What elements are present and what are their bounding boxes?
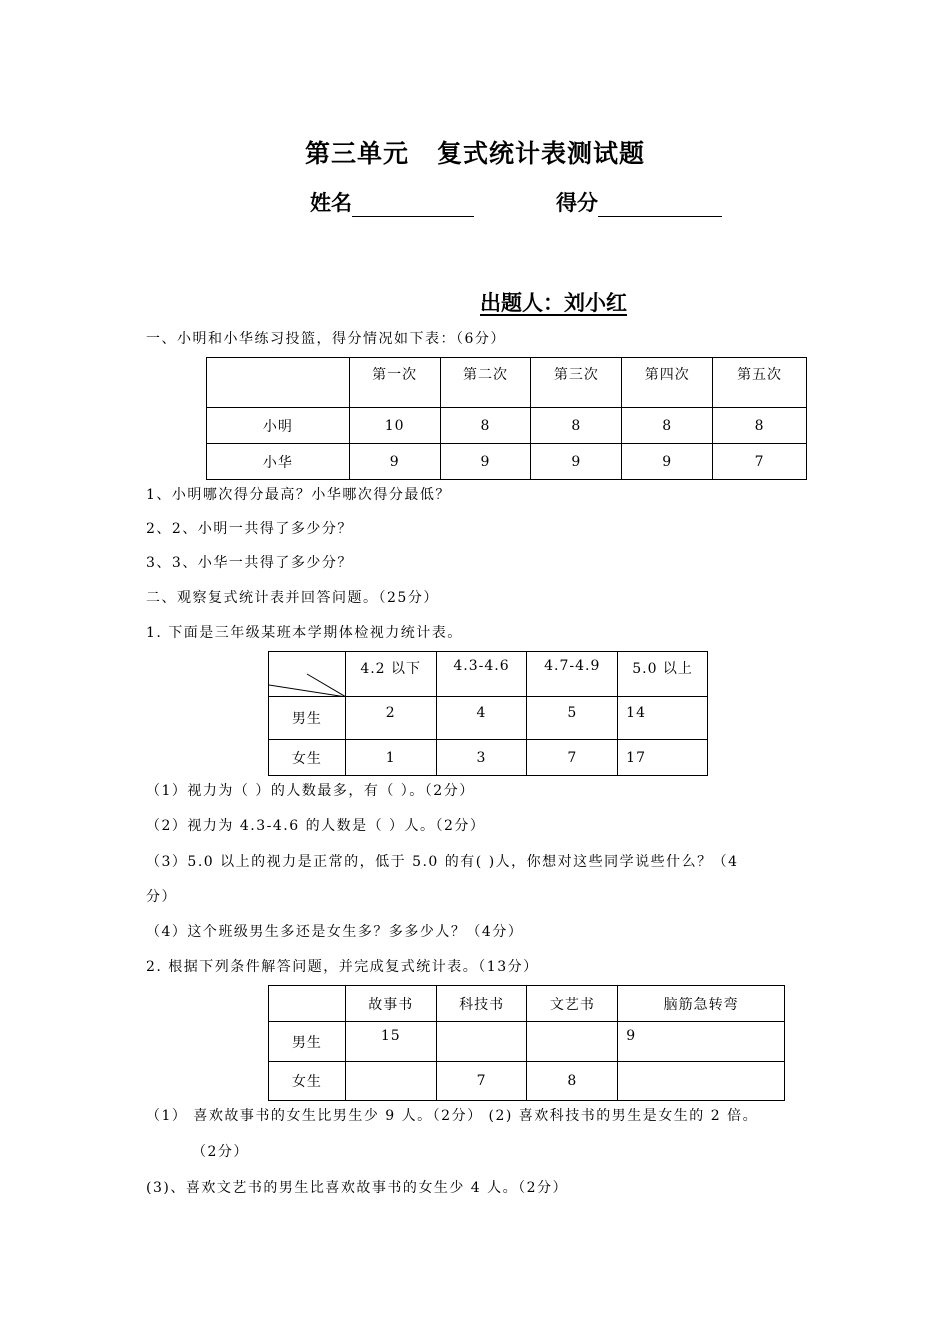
- table-cell: 8: [440, 408, 531, 444]
- basketball-score-table: [206, 357, 807, 480]
- table-header-cell: [207, 358, 350, 408]
- table-cell-blank[interactable]: [436, 1022, 527, 1062]
- table-cell: 14: [618, 697, 708, 740]
- table-cell-blank[interactable]: [345, 1062, 436, 1101]
- table-cell[interactable]: 15: [345, 1022, 436, 1062]
- table-header-cell: 故事书: [345, 986, 436, 1022]
- title-subject: 复式统计表测试题: [437, 139, 646, 168]
- table-cell: 4: [436, 697, 527, 740]
- table-cell: 8: [622, 408, 713, 444]
- table-cell: 8: [531, 408, 622, 444]
- table-cell: 3: [436, 740, 527, 776]
- table-cell: 9: [349, 444, 440, 480]
- table-header-cell: 4.7-4.9: [527, 652, 618, 697]
- question-2: 2、2、小明一共得了多少分？: [146, 521, 353, 537]
- q1-part-3-continued: 分）: [146, 889, 177, 905]
- row-label: 小明: [207, 408, 350, 444]
- table-cell: 8: [713, 408, 807, 444]
- table-cell: 9: [622, 444, 713, 480]
- table-cell: 1: [345, 740, 436, 776]
- score-label: 得分: [556, 190, 598, 215]
- name-field[interactable]: [310, 187, 474, 217]
- vision-table: [268, 651, 708, 776]
- table-cell: 2: [345, 697, 436, 740]
- table-cell: 5: [527, 697, 618, 740]
- table-cell: 10: [349, 408, 440, 444]
- table-header-cell: 5.0 以上: [618, 652, 708, 697]
- table-row: [207, 408, 807, 444]
- table-cell: 9: [531, 444, 622, 480]
- q1-part-2: （2）视力为 4.3-4.6 的人数是（ ）人。（2分）: [146, 818, 486, 834]
- table-row: [269, 1022, 785, 1062]
- diagonal-header-cell: [269, 652, 346, 697]
- table-header-cell: [269, 986, 346, 1022]
- table-row: [207, 444, 807, 480]
- row-label: 女生: [269, 740, 346, 776]
- q1-intro: 1. 下面是三年级某班本学期体检视力统计表。: [146, 625, 463, 641]
- table-row: [269, 740, 708, 776]
- row-label: 小华: [207, 444, 350, 480]
- author: 出题人：刘小红: [480, 290, 627, 315]
- table-header-cell: 文艺书: [527, 986, 618, 1022]
- row-label: 女生: [269, 1062, 346, 1101]
- table-cell-blank[interactable]: [618, 1062, 785, 1101]
- table-header-cell: 4.3-4.6: [436, 652, 527, 697]
- question-1: 1、小明哪次得分最高？小华哪次得分最低？: [146, 487, 451, 503]
- table-row: [269, 1062, 785, 1101]
- question-3: 3、3、小华一共得了多少分？: [146, 555, 353, 571]
- q1-part-4: （4）这个班级男生多还是女生多？多多少人？（4分）: [146, 924, 524, 940]
- table-cell: 7: [713, 444, 807, 480]
- row-label: 男生: [269, 697, 346, 740]
- q2-part-2-score: （2分）: [192, 1144, 249, 1160]
- q1-part-3: （3）5.0 以上的视力是正常的，低于 5.0 的有( )人，你想对这些同学说些什么？（4: [146, 854, 739, 870]
- table-header-cell: 脑筋急转弯: [618, 986, 785, 1022]
- table-cell: 9: [440, 444, 531, 480]
- section1-heading: 一、小明和小华练习投篮，得分情况如下表：（6分）: [146, 331, 506, 347]
- q1-part-1: （1）视力为（ ）的人数最多，有（ ）。（2分）: [146, 783, 475, 799]
- table-cell-blank[interactable]: [527, 1022, 618, 1062]
- table-cell[interactable]: 9: [618, 1022, 785, 1062]
- q2-part-3: (3)、喜欢文艺书的男生比喜欢故事书的女生少 4 人。（2分）: [146, 1180, 569, 1196]
- score-field[interactable]: [556, 187, 722, 217]
- name-label: 姓名: [310, 190, 352, 215]
- table-cell[interactable]: 7: [436, 1062, 527, 1101]
- title-unit: 第三单元: [304, 139, 409, 168]
- table-header-cell: 第一次: [349, 358, 440, 408]
- section2-heading: 二、观察复式统计表并回答问题。（25分）: [146, 590, 439, 606]
- table-header-cell: 第四次: [622, 358, 713, 408]
- table-cell[interactable]: 8: [527, 1062, 618, 1101]
- table-header-cell: 科技书: [436, 986, 527, 1022]
- page-title: [0, 134, 950, 170]
- table-cell: 17: [618, 740, 708, 776]
- table-header-cell: 4.2 以下: [345, 652, 436, 697]
- table-row: [269, 697, 708, 740]
- score-blank[interactable]: [598, 194, 722, 217]
- q2-part-1-2: （1） 喜欢故事书的女生比男生少 9 人。（2分） (2) 喜欢科技书的男生是女生的 2 倍。: [146, 1108, 759, 1124]
- table-cell: 7: [527, 740, 618, 776]
- row-label: 男生: [269, 1022, 346, 1062]
- q2-intro: 2. 根据下列条件解答问题，并完成复式统计表。（13分）: [146, 959, 539, 975]
- table-header-cell: 第二次: [440, 358, 531, 408]
- book-preference-table: [268, 985, 785, 1101]
- name-blank[interactable]: [352, 194, 474, 217]
- diagonal-lines: [269, 652, 346, 697]
- table-header-cell: 第三次: [531, 358, 622, 408]
- table-header-cell: 第五次: [713, 358, 807, 408]
